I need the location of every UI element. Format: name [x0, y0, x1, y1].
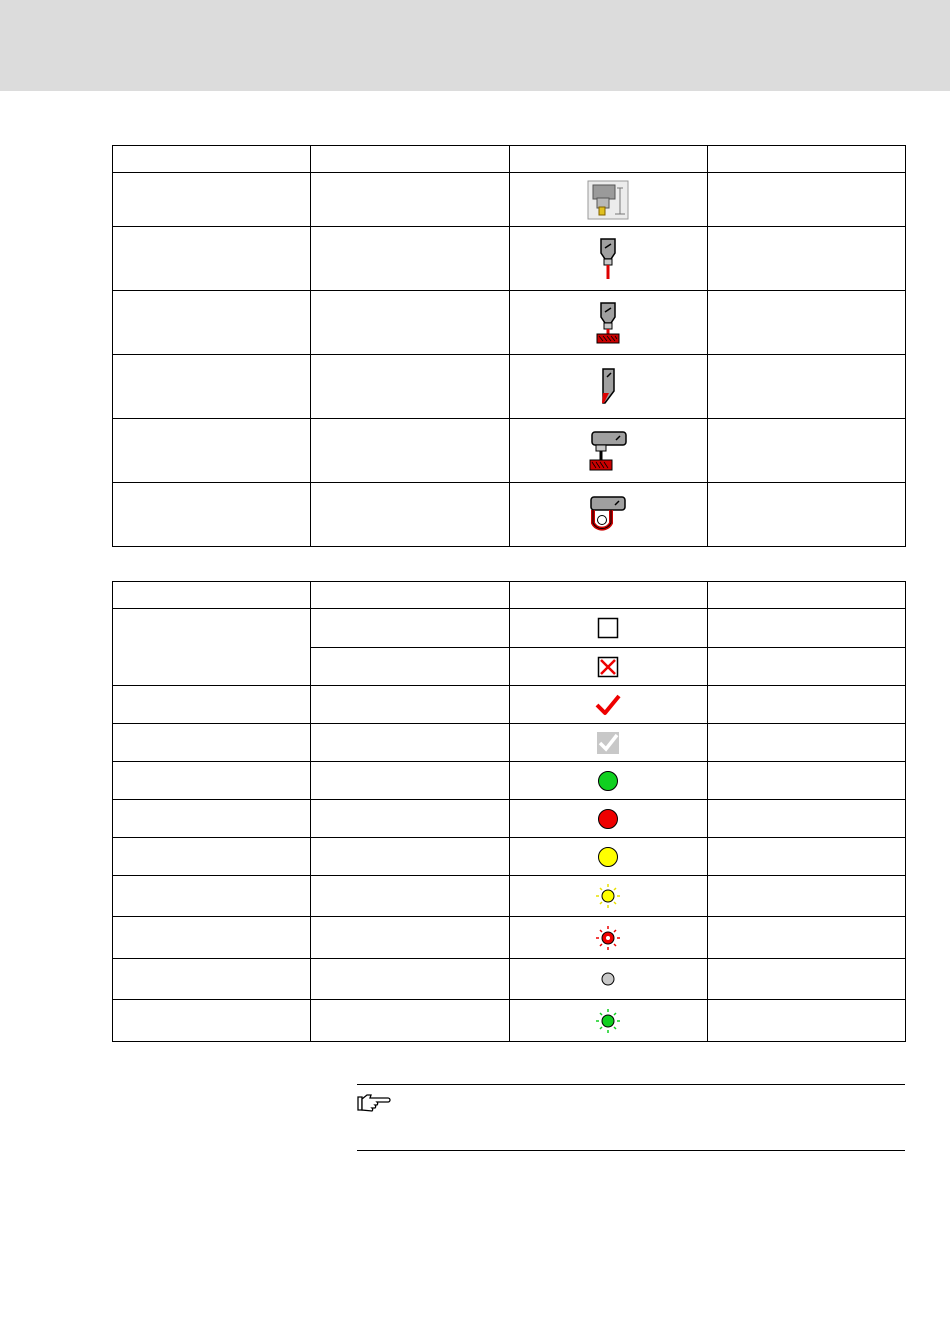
table-cell: [707, 724, 905, 762]
table-cell: [113, 609, 311, 686]
table-cell: [707, 800, 905, 838]
table-cell: [113, 291, 311, 355]
table-cell: [311, 762, 509, 800]
table-cell: [113, 173, 311, 227]
icon-cell: [509, 838, 707, 876]
status-indicator-table: [112, 581, 906, 1042]
table-row: [113, 724, 906, 762]
table-cell: [113, 227, 311, 291]
icon-cell: [509, 917, 707, 959]
page-header-band: [0, 0, 950, 91]
table-cell: [311, 173, 509, 227]
table-cell: [113, 762, 311, 800]
header-cell: [311, 146, 509, 173]
tools-table: [112, 145, 906, 547]
table-row: [113, 800, 906, 838]
table-cell: [311, 959, 509, 1000]
table-row: [113, 355, 906, 419]
table-row: [113, 686, 906, 724]
grey-led-icon: [600, 971, 616, 987]
icon-cell: [509, 355, 707, 419]
icon-cell: [509, 876, 707, 917]
icon-cell: [509, 291, 707, 355]
table-cell: [311, 917, 509, 959]
icon-cell: [509, 609, 707, 648]
table-cell: [707, 173, 905, 227]
table-row: [113, 609, 906, 648]
red-led-blinking-icon: [595, 925, 621, 951]
table-row: [113, 838, 906, 876]
pointing-hand-icon: [357, 1091, 391, 1113]
header-cell: [707, 146, 905, 173]
table-cell: [113, 1000, 311, 1042]
turning-tool-icon: [597, 367, 619, 407]
table-cell: [707, 609, 905, 648]
icon-cell: [509, 648, 707, 686]
icon-cell: [509, 1000, 707, 1042]
icon-cell: [509, 762, 707, 800]
machine-unit-icon: [587, 180, 629, 220]
table-cell: [113, 876, 311, 917]
table-row: [113, 227, 906, 291]
yellow-led-blinking-icon: [595, 883, 621, 909]
table-cell: [707, 762, 905, 800]
table-cell: [707, 291, 905, 355]
table-cell: [707, 355, 905, 419]
icon-cell: [509, 800, 707, 838]
icon-cell: [509, 724, 707, 762]
table-cell: [311, 686, 509, 724]
table-cell: [311, 609, 509, 648]
header-cell: [311, 582, 509, 609]
icon-cell: [509, 419, 707, 483]
table-row: [113, 483, 906, 547]
table-cell: [311, 483, 509, 547]
table-cell: [311, 355, 509, 419]
table-cell: [311, 227, 509, 291]
table-row: [113, 959, 906, 1000]
table-cell: [113, 483, 311, 547]
table-cell: [707, 917, 905, 959]
table-cell: [113, 686, 311, 724]
table-cell: [707, 483, 905, 547]
table-cell: [707, 419, 905, 483]
empty-checkbox-icon: [597, 617, 619, 639]
table-cell: [707, 876, 905, 917]
header-cell: [509, 582, 707, 609]
table-cell: [311, 419, 509, 483]
icon-cell: [509, 227, 707, 291]
table-cell: [311, 838, 509, 876]
table-cell: [707, 686, 905, 724]
table-cell: [311, 800, 509, 838]
table-cell: [113, 419, 311, 483]
red-checkmark-icon: [595, 693, 621, 717]
table-cell: [113, 724, 311, 762]
table-cell: [707, 227, 905, 291]
icon-cell: [509, 686, 707, 724]
table-row: [113, 876, 906, 917]
table-cell: [113, 917, 311, 959]
table-cell: [707, 648, 905, 686]
header-cell: [707, 582, 905, 609]
table-cell: [113, 355, 311, 419]
green-led-blinking-icon: [595, 1008, 621, 1034]
green-led-icon: [597, 770, 619, 792]
table-cell: [311, 724, 509, 762]
angle-head-workpiece-icon: [586, 430, 630, 472]
yellow-led-icon: [597, 846, 619, 868]
table-row: [113, 173, 906, 227]
grey-checkbox-checked-icon: [596, 731, 620, 755]
table-cell: [707, 1000, 905, 1042]
table-cell: [707, 838, 905, 876]
table-row: [113, 419, 906, 483]
table-cell: [311, 648, 509, 686]
spindle-probe-icon: [596, 237, 620, 281]
spindle-tool-workpiece-icon: [595, 301, 621, 345]
icon-cell: [509, 483, 707, 547]
table-row: [113, 917, 906, 959]
red-led-icon: [597, 808, 619, 830]
table-cell: [311, 1000, 509, 1042]
table-cell: [311, 876, 509, 917]
table-cell: [311, 291, 509, 355]
angle-head-gripper-icon: [587, 495, 629, 535]
table-header-row: [113, 146, 906, 173]
table-row: [113, 291, 906, 355]
table-cell: [113, 959, 311, 1000]
table-header-row: [113, 582, 906, 609]
header-cell: [113, 146, 311, 173]
header-cell: [113, 582, 311, 609]
note-box: [357, 1084, 905, 1151]
icon-cell: [509, 173, 707, 227]
header-cell: [509, 146, 707, 173]
icon-cell: [509, 959, 707, 1000]
table-row: [113, 1000, 906, 1042]
crossed-checkbox-icon: [597, 656, 619, 678]
table-cell: [113, 800, 311, 838]
table-cell: [113, 838, 311, 876]
table-row: [113, 762, 906, 800]
table-cell: [707, 959, 905, 1000]
